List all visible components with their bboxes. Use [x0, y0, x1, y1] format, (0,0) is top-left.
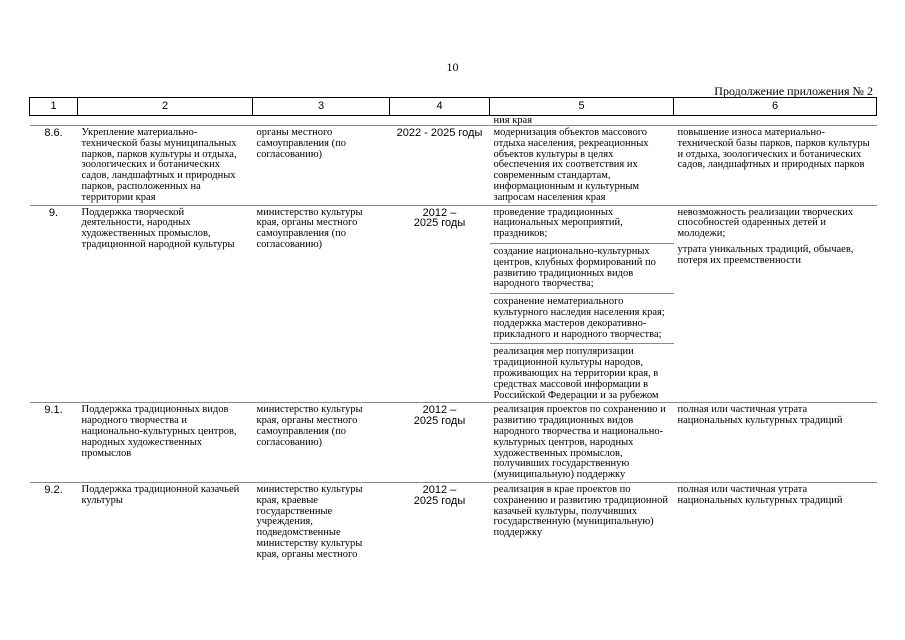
expected-results: [490, 205, 674, 403]
consequences: [674, 403, 877, 483]
measure-name: Поддержка традиционной казачьей культуры: [78, 482, 253, 561]
result-item: реализация мер популяризации традиционной культуры народов, проживающих на территории края, в средствах массовой информации в Российской Федерации и за рубежом: [490, 343, 674, 401]
column-header: 2: [78, 98, 253, 116]
result-item: реализация проектов по сохранению и развитию традиционных видов народного творчества и национально-культурных центров, народных художественных промыслов, получивших государственную (муниципальную) поддержку: [493, 404, 666, 481]
executor: министерство культуры края, органы местного самоуправления (по согласованию): [253, 403, 390, 483]
expected-results: [490, 403, 674, 483]
executor: органы местного самоуправления (по согласованию): [253, 126, 390, 206]
result-item: сохранение нематериального культурного наследия населения края; поддержка мастеров декоративно-прикладного и народного творчества;: [490, 293, 674, 340]
result-item: проведение традиционных национальных мероприятий, праздников;: [493, 206, 623, 240]
executor: министерство культуры края, органы местного самоуправления (по согласованию): [253, 205, 390, 403]
period: 2022 - 2025 годы: [390, 126, 490, 206]
carry-over-row: [30, 116, 877, 126]
row-number: 9.2.: [30, 482, 78, 561]
result-item: реализация в крае проектов по сохранению и развитию традиционной казачьей культуры, получивших государственную (муниципальную) поддержку: [493, 483, 669, 539]
row-number: 9.: [30, 205, 78, 403]
carry-over-text: ния края: [493, 115, 533, 126]
consequence-item: невозможность реализации творческих способностей одаренных детей и молодежи;: [677, 206, 854, 240]
consequence-item: полная или частичная утрата национальных культурных традиций: [677, 404, 843, 427]
consequence-item: полная или частичная утрата национальных культурных традиций: [677, 483, 843, 506]
executor: министерство культуры края, краевые государственные учреждения, подведомственные министерству культуры края, органы местного: [253, 482, 390, 561]
row-number: 9.1.: [30, 403, 78, 483]
continuation-caption: Продолжение приложения № 2: [714, 84, 873, 98]
consequence-item: утрата уникальных традиций, обычаев, потеря их преемственности: [677, 243, 854, 266]
measures-table: [29, 97, 877, 561]
column-header: 3: [253, 98, 390, 116]
period: 2012 – 2025 годы: [390, 482, 490, 561]
consequences: [674, 126, 877, 206]
result-item: модернизация объектов массового отдыха населения, рекреационных объектов культуры в целях обеспечения их соответствия их современным стандартам, информационным и культурным запросам населения края: [493, 127, 649, 203]
row-number: 8.6.: [30, 126, 78, 206]
measure-name: Поддержка традиционных видов народного творчества и национально-культурных центров, народных художественных промыслов: [78, 403, 253, 483]
period: 2012 – 2025 годы: [390, 205, 490, 403]
expected-results: [490, 126, 674, 206]
expected-results: [490, 482, 674, 561]
consequences: [674, 205, 877, 403]
column-header: 5: [490, 98, 674, 116]
table-row: [30, 403, 877, 483]
table-row: [30, 205, 877, 403]
consequences: [674, 482, 877, 561]
measure-name: Поддержка творческой деятельности, народных художественных промыслов, традиционной народной культуры: [78, 205, 253, 403]
consequence-item: повышение износа материально-технической базы парков, парков культуры и отдыха, зоологических и ботанических садов, ландшафтных и природных парков: [677, 127, 870, 171]
column-header: 1: [30, 98, 78, 116]
measure-name: Укрепление материально-технической базы муниципальных парков, парков культуры и отдыха, зоологических и ботанических садов, ландшафтных и природных парков, расположенных на территории края: [78, 126, 253, 206]
table-row: [30, 482, 877, 561]
result-item: создание национально-культурных центров, клубных формирований по развитию традиционных видов народного творчества;: [490, 243, 674, 290]
column-header: 6: [674, 98, 877, 116]
column-header-row: [30, 98, 877, 116]
table-body: [30, 116, 877, 562]
period: 2012 – 2025 годы: [390, 403, 490, 483]
column-header: 4: [390, 98, 490, 116]
table-row: [30, 126, 877, 206]
page-number: 10: [446, 60, 459, 74]
